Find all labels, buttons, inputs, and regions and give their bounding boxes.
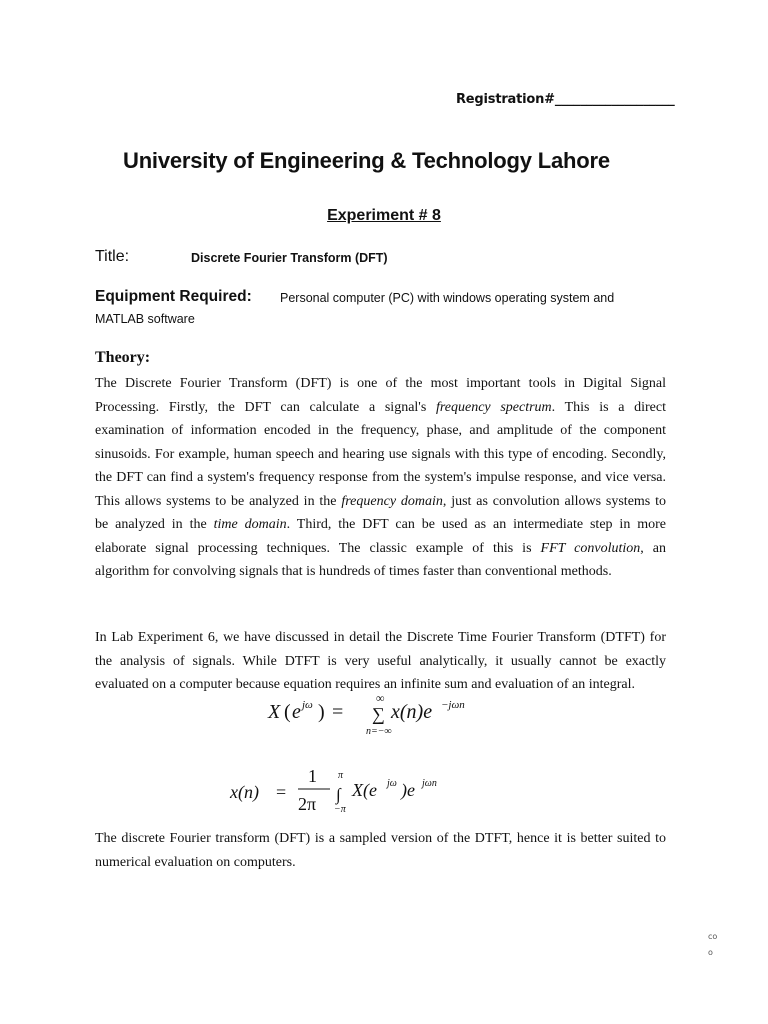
inverse-dtft-equation xyxy=(226,766,506,822)
eq1-lhs-exponent: jω xyxy=(302,699,313,711)
eq2-integral-upper: π xyxy=(338,770,344,781)
paragraph-line: numerical evaluation on computers. xyxy=(95,854,296,870)
paragraph-line: algorithm for convolving signals that is hundreds of times faster than conventional methods. xyxy=(95,564,612,579)
eq1-lhs-close: ) xyxy=(318,701,325,723)
paragraph-line: The Discrete Fourier Transform (DFT) is one of the most important tools in Digital Signal xyxy=(95,376,666,391)
title-value: Discrete Fourier Transform (DFT) xyxy=(191,251,388,265)
eq2-lhs: x(n) xyxy=(230,782,259,802)
theory-heading: Theory: xyxy=(95,349,151,366)
paragraph-line: be analyzed in the time domain. Third, the DFT can be used as an intermediate step in more xyxy=(95,517,666,532)
theory-paragraph-2 xyxy=(95,626,666,697)
paragraph-line: In Lab Experiment 6, we have discussed in detail the Discrete Time Fourier Transform (DTFT) for xyxy=(95,630,666,645)
equipment-value-line-1: Personal computer (PC) with windows operating system and xyxy=(280,291,615,305)
theory-paragraph-3 xyxy=(95,827,666,874)
paragraph-line: examination of information encoded in the frequency, phase, and amplitude of the component xyxy=(95,423,666,438)
eq1-sum-symbol: ∑ xyxy=(372,704,385,724)
page-marker: co xyxy=(708,932,718,941)
eq2-integral-symbol: ∫ xyxy=(336,785,341,804)
eq2-fraction-numerator: 1 xyxy=(308,766,317,786)
theory-paragraph-1 xyxy=(95,372,666,584)
paragraph-line: This allows systems to be analyzed in the frequency domain, just as convolution allows systems to xyxy=(95,493,666,509)
eq1-lhs-x: X xyxy=(268,701,281,723)
experiment-number: Experiment # 8 xyxy=(327,207,441,224)
eq2-body-close: )e xyxy=(401,780,415,800)
eq2-fraction-denominator: 2π xyxy=(298,794,317,814)
eq2-equals: = xyxy=(276,782,287,802)
paragraph-line: the analysis of signals. While DTFT is very useful analytically, it usually cannot be exactly xyxy=(95,653,666,669)
equipment-label: Equipment Required: xyxy=(95,288,252,305)
eq2-body-exponent-2: jωn xyxy=(422,778,437,789)
eq1-rhs: x(n)e xyxy=(391,701,433,723)
paragraph-line: the DFT can find a system's frequency response from the system's impulse response, and vice versa. xyxy=(95,470,666,485)
eq1-lhs-open: ( xyxy=(284,701,291,723)
eq2-integral-lower: −π xyxy=(334,804,346,815)
eq1-lhs-e: e xyxy=(292,701,301,723)
eq2-body: X(e xyxy=(352,780,377,800)
dtft-equation xyxy=(260,692,520,742)
paragraph-line: sinusoids. For example, human speech and hearing use signals with this type of encoding. Secondly, xyxy=(95,446,666,462)
paragraph-line: elaborate signal processing techniques. The classic example of this is FFT convolution, an xyxy=(95,540,667,556)
eq2-body-exponent: jω xyxy=(387,778,397,789)
eq1-equals: = xyxy=(332,701,344,723)
eq1-sum-lower: n=−∞ xyxy=(366,726,392,737)
page-marker: o xyxy=(708,948,713,957)
equipment-value-line-2: MATLAB software xyxy=(95,312,195,326)
paragraph-line: evaluated on a computer because equation requires an infinite sum and evaluation of an integral. xyxy=(95,677,635,692)
registration-field: Registration#___________________ xyxy=(456,92,675,107)
eq1-sum-upper: ∞ xyxy=(376,692,385,705)
eq1-rhs-exponent: −jωn xyxy=(441,699,465,711)
paragraph-line: The discrete Fourier transform (DFT) is a sampled version of the DTFT, hence it is better suited to xyxy=(95,831,666,846)
university-title: University of Engineering & Technology Lahore xyxy=(123,148,610,173)
title-label: Title: xyxy=(95,248,130,265)
paragraph-line: Processing. Firstly, the DFT can calculate a signal's frequency spectrum. This is a direct xyxy=(95,399,667,415)
